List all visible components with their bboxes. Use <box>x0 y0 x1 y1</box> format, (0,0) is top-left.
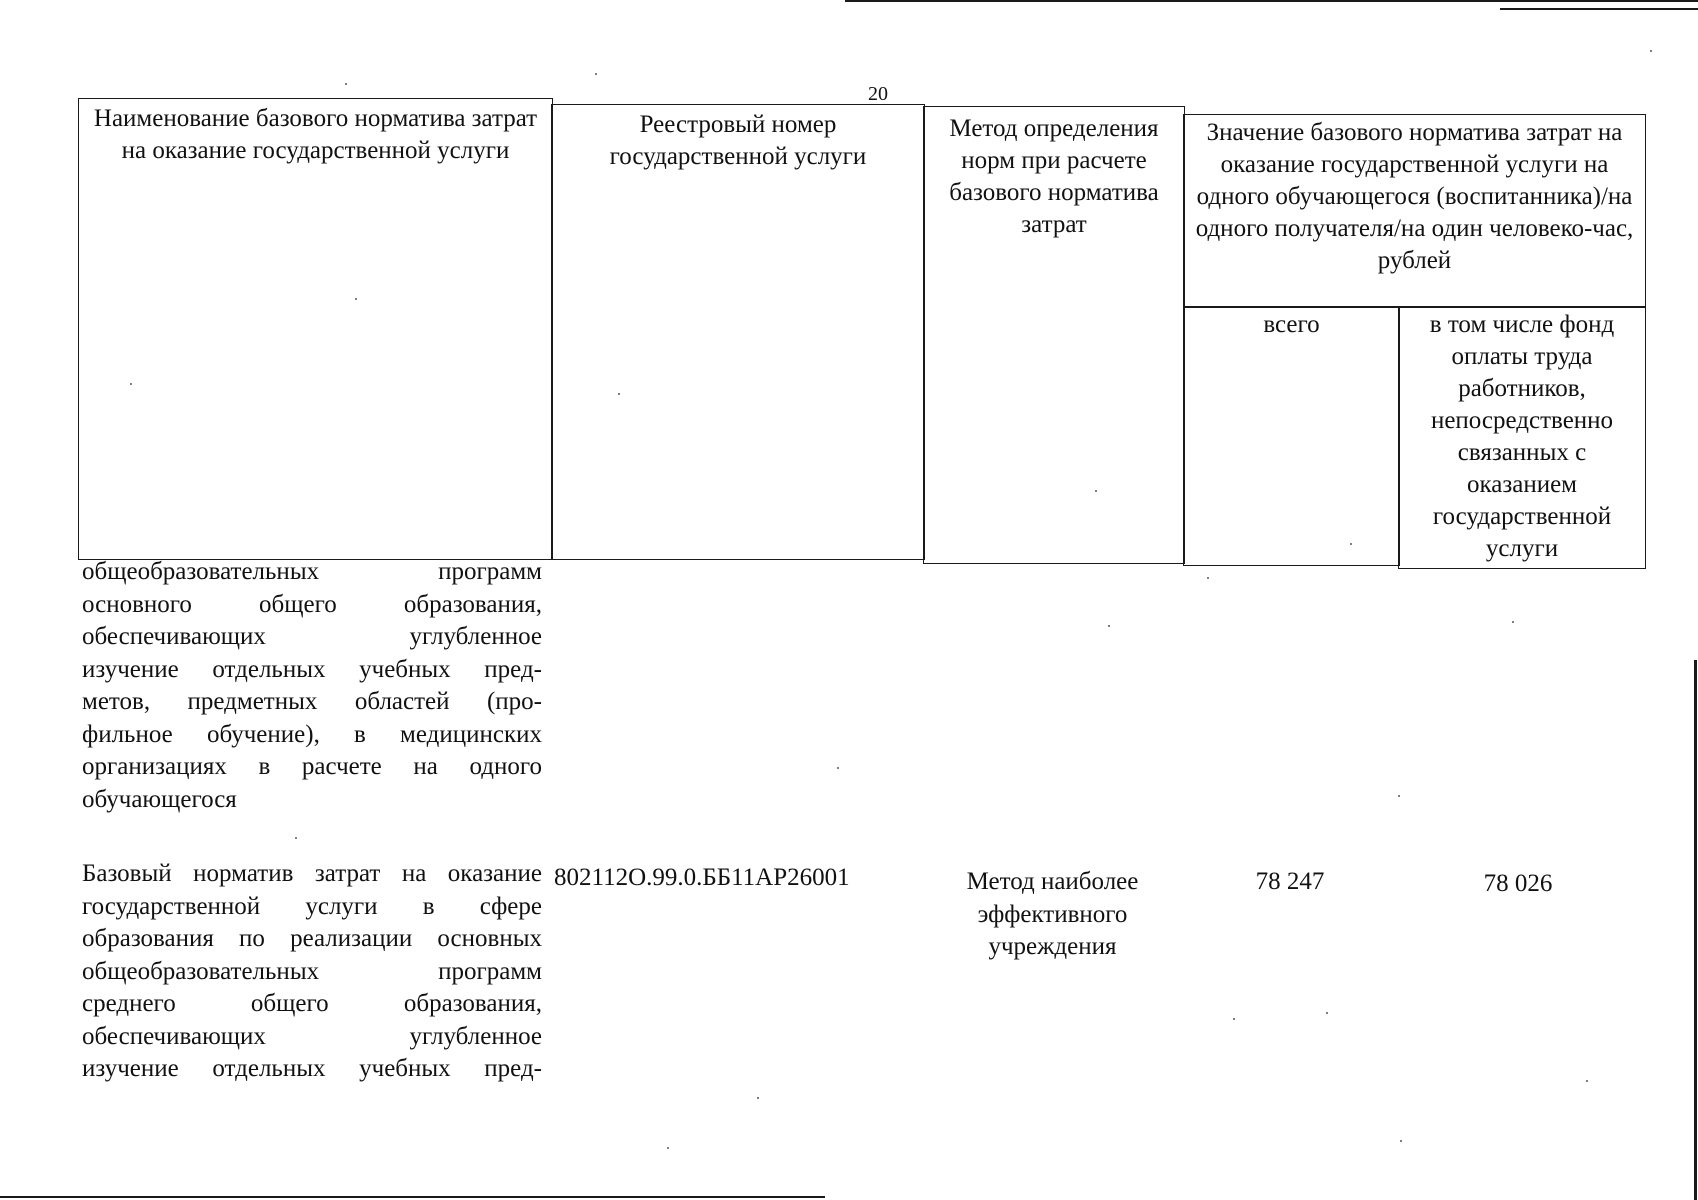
scan-speck <box>130 383 132 385</box>
header-name <box>78 98 553 560</box>
scan-speck <box>1512 621 1514 623</box>
row-name-cell <box>82 858 542 1086</box>
wage-fund-value: 78 026 <box>1483 870 1553 897</box>
scan-speck <box>1400 1140 1402 1142</box>
scan-speck <box>1398 795 1400 797</box>
scan-speck <box>757 1097 759 1099</box>
header-total <box>1183 306 1400 566</box>
name-line: образования по реализации основных <box>82 925 542 952</box>
name-line: общеобразовательных программ <box>82 957 542 985</box>
header-value-group <box>1183 114 1646 308</box>
header-wage-fund-text: в том числе фонд оплаты труда работников, непосредственно связанных с оказанием государственной услуги <box>1429 311 1615 562</box>
scan-speck <box>1207 577 1209 579</box>
header-value-group-text: Значение базового норматива затрат на оказание государственной услуги на одного обучающегося (воспитанника)/на одного получателя/на один человеко-час, рублей <box>1195 119 1634 274</box>
scan-speck <box>667 1147 669 1149</box>
scan-speck <box>595 73 597 75</box>
total-value: 78 247 <box>1255 868 1325 895</box>
header-method-text: Метод определения норм при расчете базового норматива затрат <box>949 115 1159 238</box>
name-line: метов, предметных областей (про- <box>82 688 542 715</box>
scan-speck <box>1586 1080 1588 1082</box>
method-value: Метод наиболее эффективного учреждения <box>966 868 1139 960</box>
scan-speck <box>1108 625 1110 627</box>
page-number: 20 <box>868 83 888 105</box>
scan-speck <box>345 83 347 85</box>
scan-speck <box>295 837 297 839</box>
registry-number: 802112О.99.0.ББ11АР26001 <box>554 864 850 891</box>
row-continued-name <box>82 556 542 816</box>
scan-speck <box>618 393 620 395</box>
scan-bottom-line <box>0 1196 825 1198</box>
scan-speck <box>355 298 357 300</box>
header-method <box>923 106 1185 564</box>
name-line: общеобразовательных программ <box>82 558 542 585</box>
name-line: среднего общего образования, <box>82 990 542 1017</box>
scan-speck <box>837 767 839 769</box>
scan-speck <box>1095 490 1097 492</box>
header-registry-text: Реестровый номер государственной услуги <box>609 111 867 170</box>
scan-top-line-right <box>1500 8 1698 10</box>
scan-top-line <box>845 0 1698 2</box>
name-line: фильное обучение), в медицинских <box>82 720 542 748</box>
scan-speck <box>1326 1012 1328 1014</box>
name-line: основного общего образования, <box>82 590 542 618</box>
name-line: организациях в расчете на одного <box>82 753 542 780</box>
header-name-text: Наименование базового норматива затрат на оказание государственной услуги <box>93 105 538 164</box>
name-line: изучение отдельных учебных пред- <box>82 1055 542 1082</box>
header-registry <box>551 104 925 560</box>
name-line: государственной услуги в сфере <box>82 892 542 920</box>
name-line: обеспечивающих углубленное <box>82 1022 542 1050</box>
header-total-text: всего <box>1263 311 1320 338</box>
scan-speck <box>1350 543 1352 545</box>
name-line: Базовый норматив затрат на оказание <box>82 860 542 887</box>
scan-speck <box>1650 50 1652 52</box>
name-line: изучение отдельных учебных пред- <box>82 655 542 683</box>
scan-right-edge <box>1694 660 1697 1200</box>
name-line: обучающегося <box>82 785 237 813</box>
scan-speck <box>1233 1018 1235 1020</box>
name-line: обеспечивающих углубленное <box>82 623 542 650</box>
header-wage-fund <box>1398 306 1646 569</box>
